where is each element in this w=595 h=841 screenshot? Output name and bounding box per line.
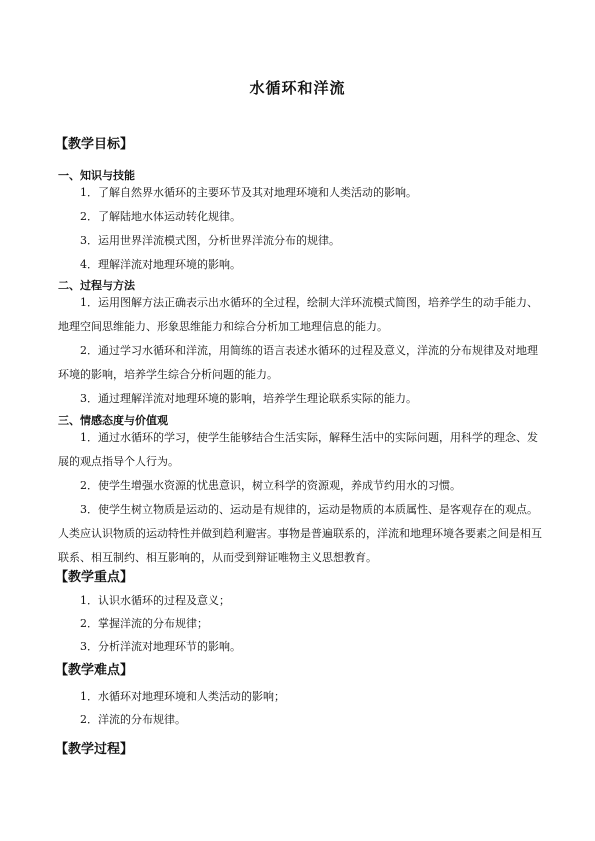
knowledge-item-4: 4．理解洋流对地理环境的影响。 (80, 258, 241, 271)
emotion-item-2: 2．使学生增强水资源的忧患意识，树立科学的资源观，养成节约用水的习惯。 (80, 479, 461, 492)
difficulty-1: 1．水循环对地理环境和人类活动的影响； (80, 690, 285, 703)
objectives-heading: 【教学目标】 (55, 137, 134, 152)
knowledge-heading: 一、知识与技能 (58, 169, 135, 182)
difficulty-2: 2．洋流的分布规律。 (80, 713, 186, 726)
teaching-process-heading: 【教学过程】 (55, 742, 134, 757)
key-point-3: 3．分析洋流对地理环节的影响。 (80, 640, 241, 653)
knowledge-item-3: 3．运用世界洋流模式图，分析世界洋流分布的规律。 (80, 234, 340, 247)
emotion-item-1: 1．通过水循环的学习，使学生能够结合生活实际，解释生活中的实际问题，用科学的理念、发展的观点指导个人行为。 (58, 431, 538, 468)
process-method-heading: 二、过程与方法 (58, 279, 135, 292)
knowledge-item-1: 1．了解自然界水循环的主要环节及其对地理环境和人类活动的影响。 (80, 186, 417, 199)
process-method-item-2: 2．通过学习水循环和洋流，用简练的语言表述水循环的过程及意义，洋流的分布规律及对地理环境的影响，培养学生综合分析问题的能力。 (58, 344, 538, 381)
process-method-item-3: 3．通过理解洋流对地理环境的影响，培养学生理论联系实际的能力。 (80, 392, 417, 405)
emotion-item-3: 3．使学生树立物质是运动的、运动是有规律的，运动是物质的本质属性、是客观存在的观点。人类应认识物质的运动特性并做到趋利避害。事物是普遍联系的，洋流和地理环境各要素之间是相互联系、相互制约、相互影响的，从而受到辩证唯物主义思想教育。 (58, 503, 542, 564)
difficulties-heading: 【教学难点】 (55, 663, 134, 678)
emotion-heading: 三、情感态度与价值观 (58, 414, 168, 427)
process-method-item-1: 1．运用图解方法正确表示出水循环的全过程，绘制大洋环流模式简图，培养学生的动手能力、地理空间思维能力、形象思维能力和综合分析加工地理信息的能力。 (58, 296, 538, 333)
key-point-2: 2．掌握洋流的分布规律； (80, 617, 208, 630)
document-title: 水循环和洋流 (249, 79, 346, 97)
key-points-heading: 【教学重点】 (55, 570, 134, 585)
key-point-1: 1．认识水循环的过程及意义； (80, 594, 230, 607)
knowledge-item-2: 2．了解陆地水体运动转化规律。 (80, 210, 241, 223)
